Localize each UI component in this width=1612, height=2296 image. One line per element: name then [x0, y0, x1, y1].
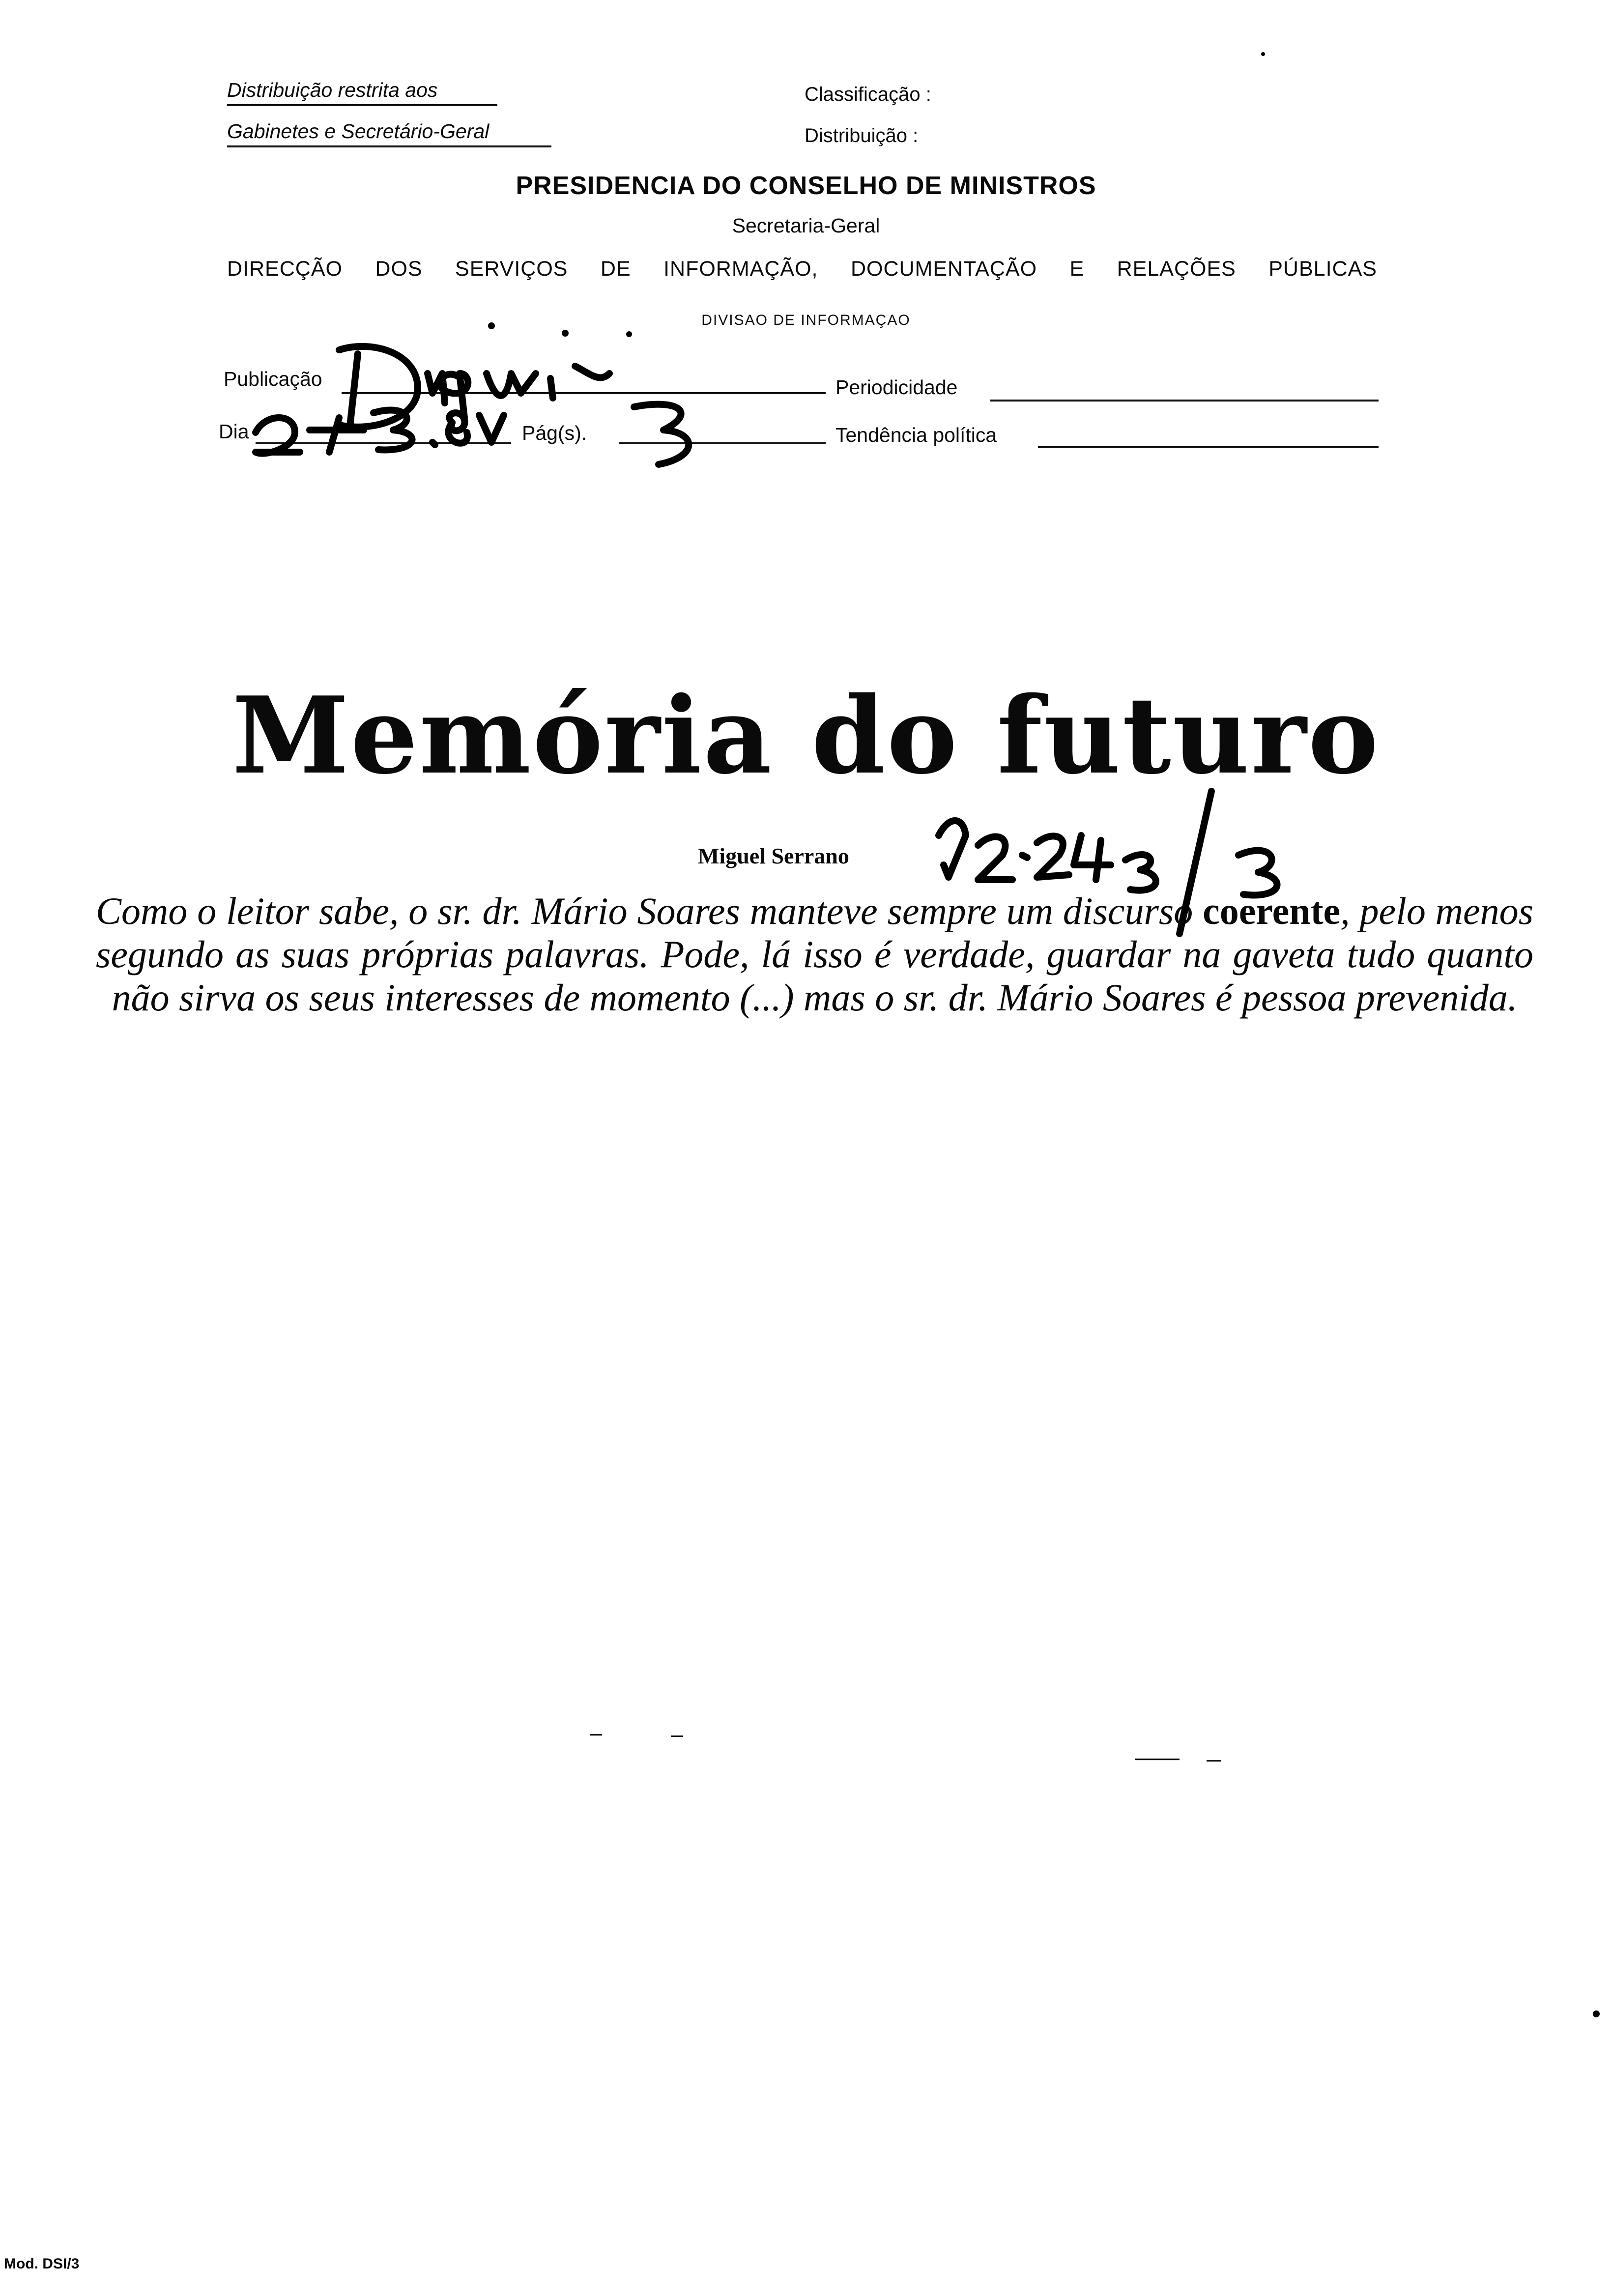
lead-bold-word: coerente	[1203, 890, 1341, 932]
distribution-note-line2: Gabinetes e Secretário-Geral	[227, 120, 489, 143]
article-author: Miguel Serrano	[698, 843, 849, 868]
handwritten-page-number	[634, 404, 689, 464]
distribution-note-line1: Distribuição restrita aos	[227, 79, 438, 101]
direccao-word: INFORMAÇÃO,	[663, 257, 818, 281]
dia-rule	[256, 442, 511, 444]
model-code: Mod. DSI/3	[4, 2256, 80, 2272]
tendencia-label: Tendência política	[835, 424, 997, 446]
periodicidade-rule	[990, 400, 1379, 402]
article-headline: Memória do futuro	[232, 673, 1380, 798]
direccao-word: DOCUMENTAÇÃO	[850, 257, 1037, 281]
direccao-line	[227, 257, 1377, 281]
article-lead	[96, 890, 1533, 1019]
institution-title: PRESIDENCIA DO CONSELHO DE MINISTROS	[516, 172, 1096, 200]
handwritten-publicacao-value	[339, 346, 609, 427]
direccao-word: E	[1069, 257, 1085, 281]
lead-text-end: , pelo menos segundo as suas próprias palavras. Pode, lá isso é verdade, guardar na gaveta tudo quanto não sirva os seus interesses de momento (...) mas o sr. dr. Mário Soares é pessoa prevenida.	[96, 890, 1533, 1019]
lead-text-start: Como o leitor sabe, o sr. dr. Mário Soares manteve sempre um discurso	[96, 890, 1203, 932]
distribution-underline-1	[227, 104, 497, 106]
dia-label: Dia	[219, 420, 249, 443]
distribution-underline-2	[227, 145, 551, 147]
periodicidade-label: Periodicidade	[835, 376, 958, 399]
pags-rule	[619, 442, 826, 444]
direccao-word: DE	[600, 257, 631, 281]
classificacao-label: Classificação :	[805, 84, 931, 105]
division-label: DIVISAO DE INFORMAÇAO	[701, 312, 911, 328]
pags-label: Pág(s).	[522, 422, 587, 444]
distribuicao-label: Distribuição :	[805, 125, 919, 146]
publicacao-rule	[342, 392, 826, 394]
institution-subtitle: Secretaria-Geral	[732, 214, 880, 237]
direccao-word: RELAÇÕES	[1117, 257, 1236, 281]
direccao-word: DIRECÇÃO	[227, 257, 343, 281]
publicacao-label: Publicação	[224, 368, 322, 390]
handwritten-dia-value	[256, 410, 504, 454]
direccao-word: SERVIÇOS	[455, 257, 568, 281]
direccao-word: PÚBLICAS	[1268, 257, 1377, 281]
tendencia-rule	[1038, 446, 1379, 448]
direccao-word: DOS	[375, 257, 423, 281]
